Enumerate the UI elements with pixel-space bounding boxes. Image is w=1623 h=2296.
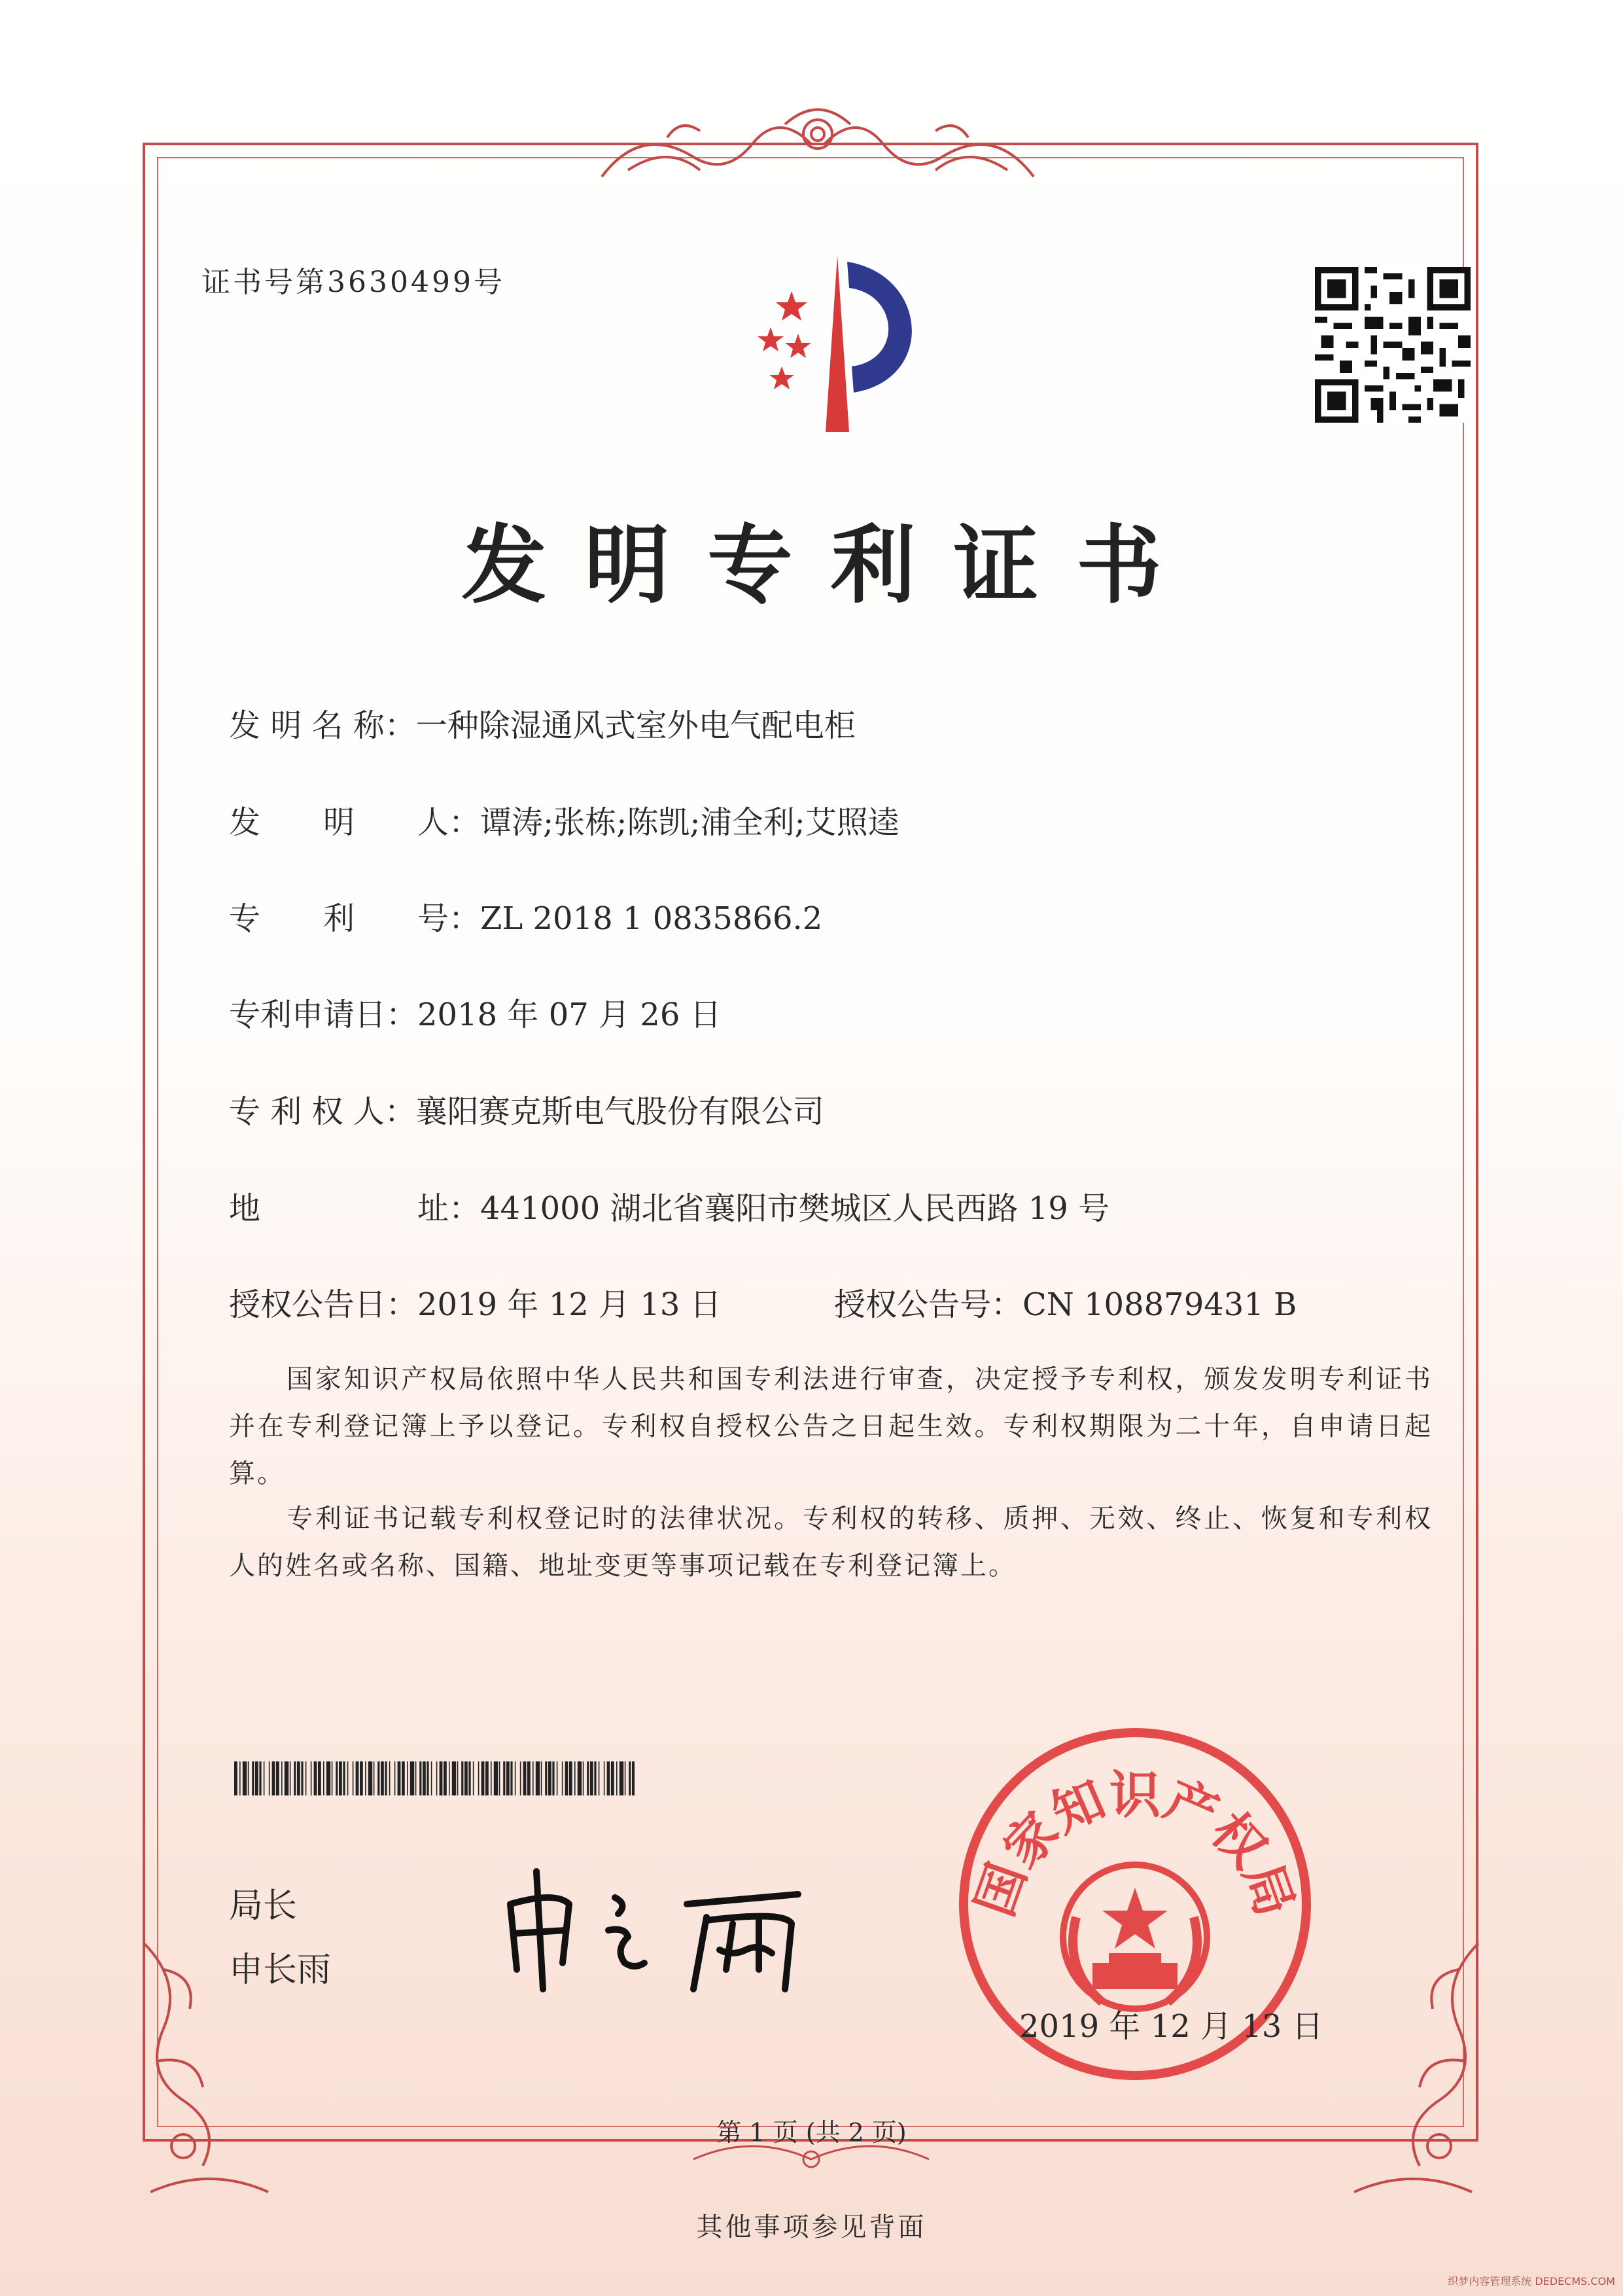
field-address [229,1183,1109,1228]
certificate-paragraph: 国家知识产权局依照中华人民共和国专利法进行审查，决定授予专利权，颁发发明专利证书并在专利登记簿上予以登记。专利权自授权公告之日起生效。专利权期限为二十年，自申请日起算。 [229,1364,1433,1489]
field-label: 授权公告号： [834,1286,1023,1323]
field-label: 专 利 号： [229,900,481,937]
barcode-icon [234,1761,635,1795]
certificate-title: 发明专利证书 [461,515,1200,615]
watermark: 织梦内容管理系统 DEDECMS.COM [1448,2275,1615,2287]
footer-note: 其他事项参见背面 [696,2212,927,2242]
director-signature [497,1858,837,2002]
field-label: 专利申请日： [229,997,418,1033]
field-value: CN 108879431 B [1022,1286,1297,1323]
field-label: 地 址： [229,1190,481,1227]
field-value: ZL 2018 1 0835866.2 [480,900,823,937]
field-patentee [229,1086,824,1131]
page-number: 第 1 页 (共 2 页) [716,2118,907,2147]
director-title: 局长 [229,1886,298,1926]
patent-office-logo-icon [713,249,962,445]
field-label: 发 明 名 称： [229,707,416,744]
field-inventors [229,797,899,842]
director-name: 申长雨 [229,1951,332,1990]
certificate-paragraph: 专利证书记载专利权登记时的法律状况。专利权的转移、质押、无效、终止、恢复和专利权人的姓名或名称、国籍、地址变更等事项记载在专利登记簿上。 [229,1504,1433,1581]
field-value: 谭涛;张栋;陈凯;浦全利;艾照逵 [480,804,899,841]
field-value: 襄阳赛克斯电气股份有限公司 [415,1093,824,1130]
field-value: 一种除湿通风式室外电气配电柜 [415,707,856,744]
qr-code-icon [1315,267,1471,423]
field-value: 441000 湖北省襄阳市樊城区人民西路 19 号 [480,1190,1110,1227]
field-grant-number [834,1279,1297,1324]
field-label: 授权公告日： [229,1286,418,1323]
svg-text:国家知识产权局: 国家知识产权局 [965,1766,1305,1924]
certificate-number: 证书号第3630499号 [201,266,505,299]
field-application-date [229,989,722,1034]
field-value: 2019 年 12 月 13 日 [417,1286,722,1323]
field-label: 发 明 人： [229,804,481,841]
corner-ornament-right [1328,1930,1498,2205]
top-ornament [589,98,1047,190]
field-invention-name [229,700,856,745]
field-patent-number [229,893,822,938]
seal-date: 2019 年 12 月 13 日 [1019,2008,1323,2045]
field-grant-date [229,1279,722,1324]
field-value: 2018 年 07 月 26 日 [417,997,722,1033]
field-label: 专 利 权 人： [229,1093,416,1130]
